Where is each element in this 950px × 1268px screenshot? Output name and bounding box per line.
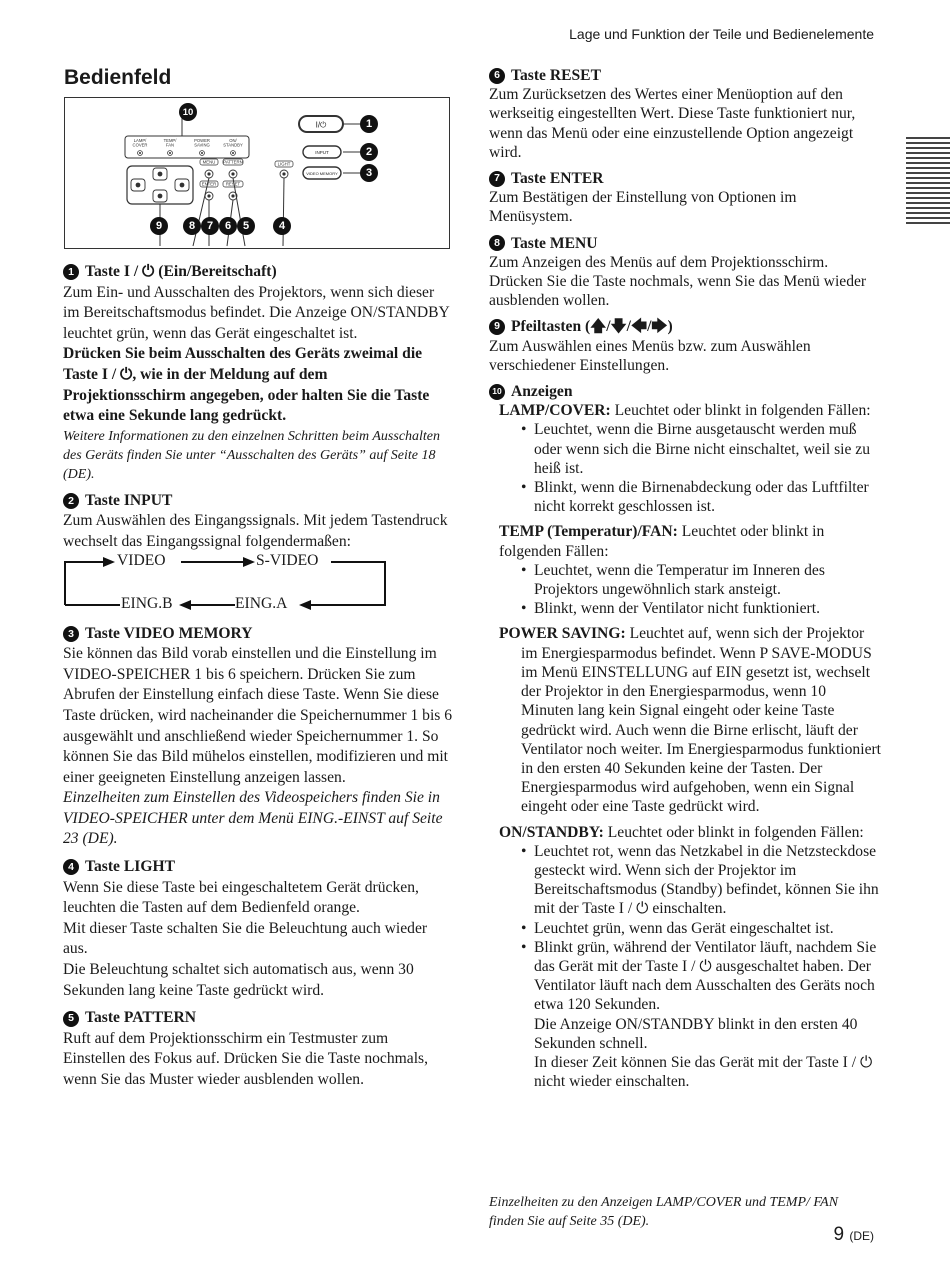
item-title: Taste MENU xyxy=(511,234,598,252)
bullet-text: In dieser Zeit können Sie das Gerät mit der Taste I / ⏻ nicht wieder einschalten. xyxy=(534,1053,873,1091)
indicator-text: Leuchtet oder blinkt in folgenden Fällen: xyxy=(614,402,871,420)
flow-eing-b: EING.B xyxy=(121,594,173,612)
svg-text:TEMP/: TEMP/ xyxy=(163,138,177,143)
item-text: Zum Bestätigen der Einstellung von Optionen im Menüsystem. xyxy=(489,189,797,226)
callout-3: 3 xyxy=(360,164,378,182)
item-arrows xyxy=(489,317,881,375)
item-text: Sie können das Bild vorab einstellen und die Einstellung im VIDEO-SPEICHER 1 bis 6 speichern. Drücken Sie zum Abrufen der Einstellung einfach diese Taste. Wenn Sie diese Taste drücken, wird nacheinander die Speichernummer 1 bis 6 ausgewählt und anschließend wieder Speichernummer 1. So können Sie das Bild mühelos einstellen, modifizieren und mit einer geeigneten Einstellung anzeigen lassen. xyxy=(63,645,453,786)
svg-text:POWER: POWER xyxy=(194,138,210,143)
input-cycle-arrows xyxy=(63,557,393,617)
control-panel-illustration xyxy=(64,97,450,249)
chapter-tab-marks xyxy=(906,137,950,227)
control-panel-diagram xyxy=(65,98,449,248)
item-title: Pfeiltasten (🡅/🡇/🡄/🡆) xyxy=(511,318,673,336)
bullet: • Blinkt, wenn der Ventilator nicht funktioniert. xyxy=(521,599,881,618)
page-number-value: 9 xyxy=(833,1224,845,1245)
item-power xyxy=(63,262,453,484)
bullet: • Leuchtet grün, wenn das Gerät eingeschaltet ist. xyxy=(521,919,881,938)
svg-text:VIDEO MEMORY: VIDEO MEMORY xyxy=(306,171,338,176)
bullet: • Leuchtet, wenn die Temperatur im Inneren des Projektors ungewöhnlich stark ansteigt. xyxy=(521,561,881,599)
flow-svideo: S-VIDEO xyxy=(256,551,319,569)
indicator-label: TEMP (Temperatur)/FAN: xyxy=(499,523,678,541)
left-column xyxy=(63,262,453,1098)
callout-5: 5 xyxy=(237,217,255,235)
item-pattern xyxy=(63,1008,453,1090)
item-enter xyxy=(489,169,881,227)
indicator-label: POWER SAVING: xyxy=(499,625,626,643)
svg-text:STANDBY: STANDBY xyxy=(223,142,243,148)
item-number: 4 xyxy=(63,859,79,875)
item-note: Weitere Informationen zu den einzelnen Schritten beim Ausschalten des Geräts finden Sie unter “Ausschalten des Geräts” auf Seite 18 (DE). xyxy=(63,428,441,482)
indicator-text: Leuchtet oder blinkt in folgenden Fällen: xyxy=(607,823,864,841)
bullet-text: • Blinkt grün, während der Ventilator läuft, nachdem Sie das Gerät mit der Taste I / ⏻ ausgeschaltet haben. Der Ventilator läuft nach dem Ausschalten des Geräts noch etwa 120 Sekunden. xyxy=(534,938,877,1014)
svg-text:LIGHT: LIGHT xyxy=(277,161,291,167)
indicator-label: LAMP/COVER: xyxy=(499,402,611,420)
item-number: 6 xyxy=(489,68,505,84)
bullet: • Blinkt, wenn die Birnenabdeckung oder das Luftfilter nicht korrekt geschlossen ist. xyxy=(521,478,881,516)
item-text: Die Beleuchtung schaltet sich automatisch aus, wenn 30 Sekunden lang keine Taste gedrückt wird. xyxy=(63,961,414,999)
svg-text:PATTERN: PATTERN xyxy=(223,159,243,165)
item-number: 9 xyxy=(489,319,505,335)
running-head: Lage und Funktion der Teile und Bedienelemente xyxy=(569,26,874,42)
item-text: Zum Anzeigen des Menüs auf dem Projektionsschirm. Drücken Sie die Taste nochmals, wenn Sie das Menü wieder ausblenden wollen. xyxy=(489,253,867,310)
indicator-power-saving xyxy=(499,624,881,816)
item-text: Zum Zurücksetzen des Wertes einer Menüoption auf den werkseitig eingestellten Wert. Diese Taste funktioniert nur, wenn das Menü oder eine einzustellende Option angezeigt wird. xyxy=(489,86,856,161)
callout-2: 2 xyxy=(360,143,378,161)
flow-video: VIDEO xyxy=(117,551,166,569)
svg-text:FAN: FAN xyxy=(165,142,175,148)
item-text: Zum Ein- und Ausschalten des Projektors, wenn sich dieser im Bereitschaftsmodus befindet. Die Anzeige ON/STANDBY leuchtet grün, wenn das Gerät eingeschaltet ist. xyxy=(63,283,450,342)
indicator-text: Leuchtet oder blinkt in folgenden Fällen: xyxy=(499,523,825,560)
item-indicators xyxy=(489,382,881,1091)
item-warning: Drücken Sie beim Ausschalten des Geräts zweimal die Taste I / ⏻, wie in der Meldung auf dem Projektionsschirm angegeben, oder halten Sie die Taste etwa eine Sekunde lang gedrückt. xyxy=(63,345,430,425)
item-number: 3 xyxy=(63,626,79,642)
indicator-temp-fan xyxy=(499,522,881,618)
svg-text:COVER: COVER xyxy=(132,142,148,148)
indicator-lamp-cover xyxy=(499,401,881,516)
item-text: Mit dieser Taste schalten Sie die Beleuchtung auch wieder aus. xyxy=(63,919,428,958)
callout-9: 9 xyxy=(150,217,168,235)
indicator-on-standby xyxy=(499,823,881,1092)
callout-4: 4 xyxy=(273,217,291,235)
item-number: 10 xyxy=(489,384,505,400)
callout-1: 1 xyxy=(360,115,378,133)
item-number: 1 xyxy=(63,264,79,280)
svg-text:I/⏻: I/⏻ xyxy=(315,120,327,130)
item-video-memory xyxy=(63,624,453,851)
item-text: Ruft auf dem Projektionsschirm ein Testmuster zum Einstellen des Fokus auf. Drücken Sie die Taste nochmals, wenn Sie das Muster wieder ausblenden wollen. xyxy=(63,1029,428,1088)
item-text: Zum Auswählen des Eingangssignals. Mit jedem Tastendruck wechselt das Eingangssignal folgendermaßen: xyxy=(63,512,448,550)
callout-7: 7 xyxy=(201,217,219,235)
svg-text:ON/: ON/ xyxy=(229,138,237,143)
indicator-text: Leuchtet auf, wenn sich der Projektor im Energiesparmodus befindet. Wenn P SAVE-MODUS im Menü EINSTELLUNG auf EIN gesetzt ist, wechselt der Projektor in den Energiesparmodus, wenn 10 Minuten lang kein Signal eingeht oder keine Taste gedrückt wird. Auch wenn die Birne erlischt, läuft der Ventilator noch weiter. Im Energiesparmodus funktioniert in den ersten 40 Sekunden keine der Tasten. Der Energiesparmodus wird aufgehoben, wenn ein Signal eingeht oder eine Taste gedrückt wird. xyxy=(521,625,882,816)
item-light xyxy=(63,857,453,1001)
svg-text:RESET: RESET xyxy=(225,181,241,187)
svg-text:ENTER: ENTER xyxy=(201,181,217,187)
item-menu xyxy=(489,234,881,311)
svg-text:INPUT: INPUT xyxy=(315,150,329,155)
footnote: Einzelheiten zu den Anzeigen LAMP/COVER und TEMP/ FAN finden Sie auf Seite 35 (DE). xyxy=(489,1195,839,1229)
item-title: Taste VIDEO MEMORY xyxy=(85,624,253,642)
page-suffix: (DE) xyxy=(849,1229,874,1243)
bullet-text: Die Anzeige ON/STANDBY blinkt in den ersten 40 Sekunden schnell. xyxy=(534,1015,858,1052)
item-number: 7 xyxy=(489,171,505,187)
flow-eing-a: EING.A xyxy=(235,594,288,612)
section-title: Bedienfeld xyxy=(64,66,172,89)
bullet xyxy=(521,938,881,1092)
item-title: Taste I / ⏻ (Ein/Bereitschaft) xyxy=(85,263,277,280)
callout-10: 10 xyxy=(179,103,197,121)
item-number: 8 xyxy=(489,235,505,251)
item-title: Anzeigen xyxy=(511,383,573,401)
callout-6: 6 xyxy=(219,217,237,235)
item-title: Taste INPUT xyxy=(85,491,173,509)
svg-text:MENU: MENU xyxy=(202,159,216,165)
item-title: Taste PATTERN xyxy=(85,1009,197,1027)
item-title: Taste RESET xyxy=(511,67,601,84)
callout-8: 8 xyxy=(183,217,201,235)
item-title: Taste LIGHT xyxy=(85,858,175,876)
item-input xyxy=(63,491,453,617)
item-note: Einzelheiten zum Einstellen des Videospeichers finden Sie in VIDEO-SPEICHER unter dem Menü EING.-EINST auf Seite 23 (DE). xyxy=(63,789,443,848)
item-text: Wenn Sie diese Taste bei eingeschaltetem Gerät drücken, leuchten die Tasten auf dem Bedienfeld orange. xyxy=(63,878,419,917)
svg-text:SAVING: SAVING xyxy=(194,142,210,148)
item-title: Taste ENTER xyxy=(511,170,604,188)
item-number: 5 xyxy=(63,1011,79,1027)
svg-text:LAMP/: LAMP/ xyxy=(133,138,147,143)
right-column xyxy=(489,66,881,1098)
page-number xyxy=(833,1224,874,1246)
bullet: • Leuchtet rot, wenn das Netzkabel in die Netzsteckdose gesteckt wird. Wenn sich der Projektor im Bereitschaftsmodus (Standby) befindet, können Sie ihn mit der Taste I / ⏻ einschalten. xyxy=(521,842,881,919)
indicator-label: ON/STANDBY: xyxy=(499,823,604,841)
item-number: 2 xyxy=(63,493,79,509)
item-text: Zum Auswählen eines Menüs bzw. zum Auswählen verschiedener Einstellungen. xyxy=(489,337,811,374)
input-cycle-diagram xyxy=(63,551,453,617)
bullet: • Leuchtet, wenn die Birne ausgetauscht werden muß oder wenn sich die Birne nicht einschaltet, weil sie zu heiß ist. xyxy=(521,420,881,478)
item-reset xyxy=(489,66,881,162)
